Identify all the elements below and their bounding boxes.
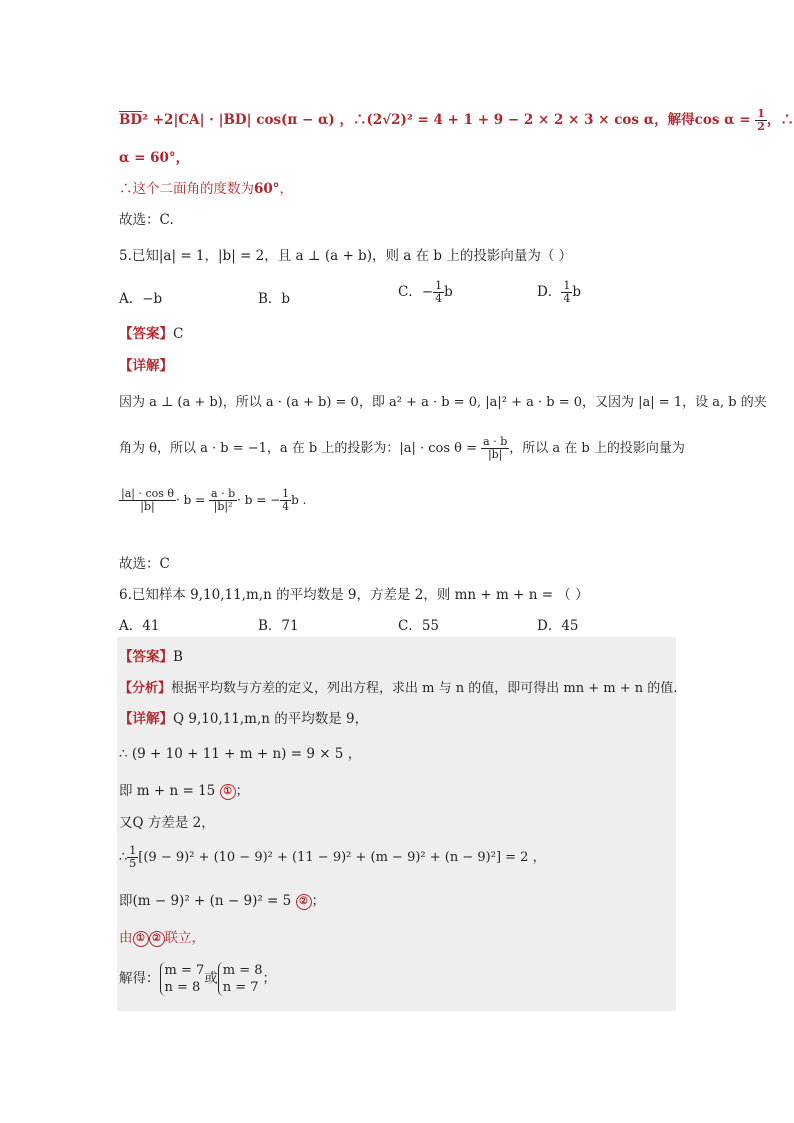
option-value: 41 [142,618,160,634]
detail-text: ∴ [119,850,128,865]
frac-num: |a| · cos θ [121,487,175,500]
detail-tag: 【详解】 [119,711,173,727]
detail-text: ； [235,783,250,799]
prev-solution-line-2: α = 60°， [119,150,190,166]
frac-den: 4 [282,500,290,513]
frac-den: |b| [487,448,503,461]
q5-detail-line-1: 因为 a ⊥ (a + b)，所以 a · (a + b) = 0，即 a² + a · b = 0, |a|² + a · b = 0，又因为 |a| = 1，设 a, b 的夹 [119,395,767,410]
q5-stem: 5.已知|a| = 1，|b| = 2，且 a ⊥ (a + b)，则 a 在 b 上的投影向量为（ ） [119,248,573,264]
option-fraction [433,280,444,305]
analysis-text: 根据平均数与方差的定义，列出方程，求出 m 与 n 的值，即可得出 mn + m + n 的值. [171,681,678,696]
option-value: 55 [421,618,440,634]
prev-solution-choice: 故选：C. [119,212,174,228]
equation-text: ² +2|CA| · |BD| cos(π − α) ，∴(2√2)² = 4 + 1 + 9 − 2 × 2 × 3 × cos α，解得cos α = [142,112,756,128]
q5-detail-line-3 [119,488,306,513]
q5-option-b[interactable] [258,287,290,307]
prev-solution-line-3 [119,177,293,197]
option-label: A． [119,618,143,634]
q6-detail-line-8 [119,962,276,996]
option-label: A． [119,291,143,307]
detail-text: 由 [119,930,133,946]
analysis-tag: 【分析】 [119,681,172,696]
frac-den: 4 [435,292,443,305]
detail-text: · b = − [237,493,281,507]
vector-bd: $\overline{BD}$ [119,112,143,128]
q6-option-b[interactable] [258,614,299,634]
fraction-1 [119,488,176,513]
frac-num: 1 [282,487,290,500]
option-label: B． [258,291,282,307]
q5-answer [119,322,183,342]
option-value: 45 [561,618,579,634]
answer-value: B [173,649,183,665]
projection-fraction [481,436,509,461]
detail-text: 即 m + n = 15 [119,783,220,799]
q5-option-d[interactable] [537,280,581,305]
frac-den: 5 [129,857,137,870]
circled-one-mark: ① [220,784,236,800]
detail-text: b . [291,493,307,507]
answer-value: C [173,326,184,342]
q6-detail-line-2: ∴ (9 + 10 + 11 + m + n) = 9 × 5 ， [119,746,362,762]
fraction-3 [280,488,291,513]
system-eq: m = 7 [164,963,205,978]
option-value: − [421,284,434,300]
option-suffix: b [572,284,581,300]
prev-solution-line-1 [119,108,794,133]
q6-option-c[interactable] [398,614,439,634]
q5-option-c[interactable] [398,280,453,305]
q6-detail-line-1 [119,707,368,727]
equation-system-1 [160,962,205,996]
q6-stem: 6.已知样本 9,10,11,m,n 的平均数是 9，方差是 2，则 mn + m + n = （ ） [119,587,589,603]
circled-two-mark: ② [149,931,165,947]
q6-answer [119,645,183,665]
q6-detail-line-7 [119,926,205,947]
fraction-2 [209,488,237,513]
conclusion-text: ∴这个二面角的度数为 [119,181,254,197]
system-eq: n = 7 [222,980,259,995]
circled-one-mark: ① [133,931,149,947]
frac-num: 1 [435,279,443,292]
detail-text: · b = [176,493,210,507]
circled-two-mark: ② [296,894,312,910]
detail-text: 联立， [164,930,205,946]
system-eq: m = 8 [222,963,263,978]
detail-text: 即(m − 9)² + (n − 9)² = 5 [119,893,296,909]
q6-detail-line-4: 又Q 方差是 2， [119,815,215,831]
frac-num: 1 [129,844,137,857]
frac-num: a · b [211,487,236,500]
detail-text: ； [311,893,326,909]
q5-option-a[interactable] [119,287,162,307]
option-label: B． [258,618,282,634]
frac-num: a · b [483,435,508,448]
frac-num: 1 [563,279,571,292]
frac-den: 4 [563,292,571,305]
system-eq: n = 8 [164,980,201,995]
q6-option-d[interactable] [537,614,579,634]
q5-conclusion: 故选：C [119,556,170,572]
frac-den: |b| [140,500,155,513]
fraction-one-fifth [127,845,138,870]
q6-analysis [119,677,677,696]
q6-detail-line-3 [119,779,249,800]
option-suffix: b [444,284,453,300]
detail-text: Q 9,10,11,m,n 的平均数是 9， [173,711,369,727]
option-fraction [561,280,572,305]
conclusion-value: 60° [254,181,280,197]
detail-text: ； [262,970,277,987]
option-label: D． [537,618,562,634]
option-value: 71 [281,618,299,634]
frac-den: |b|² [213,500,233,513]
equation-tail: ，∴ [766,112,794,128]
detail-text: ，所以 a 在 b 上的投影向量为 [509,441,685,456]
conclusion-punct: ， [279,181,294,197]
answer-tag: 【答案】 [119,326,173,342]
option-label: D． [537,284,562,300]
answer-tag: 【答案】 [119,649,173,665]
q5-detail-tag: 【详解】 [119,358,173,374]
frac-num: 1 [757,107,765,120]
q6-option-a[interactable] [119,614,159,634]
equation-system-2 [218,962,263,996]
option-label: C． [398,618,422,634]
q6-detail-line-6 [119,889,325,910]
q5-detail-line-2 [119,436,685,461]
q6-detail-line-5 [119,845,546,870]
option-value: −b [142,291,163,307]
detail-text: [(9 − 9)² + (10 − 9)² + (11 − 9)² + (m − 9)² + (n − 9)²] = 2 ， [138,850,546,865]
option-value: b [281,291,291,307]
detail-text: 或 [204,970,218,987]
fraction-one-half [755,108,767,133]
option-label: C． [398,284,422,300]
detail-text: 角为 θ，所以 a · b = −1，a 在 b 上的投影为：|a| · cos θ = [119,441,482,456]
frac-den: 2 [757,120,765,133]
detail-text: 解得： [119,970,160,987]
